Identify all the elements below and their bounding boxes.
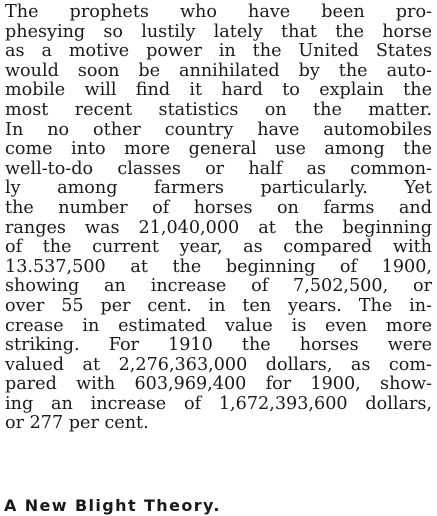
article-line: well-to-do classes or half as common- (5, 158, 432, 179)
article-line: over 55 per cent. in ten years. The in- (5, 295, 432, 316)
article-line: ing an increase of 1,672,393,600 dollars, (5, 393, 432, 414)
article-line: as a motive power in the United States (5, 41, 432, 62)
article-line: striking. For 1910 the horses were (5, 335, 432, 356)
article-line: come into more general use among the (5, 139, 432, 160)
article-line: or 277 per cent. (5, 413, 149, 434)
article-line: ly among farmers particularly. Yet (5, 178, 432, 199)
article-line: mobile will find it hard to explain the (5, 80, 432, 101)
article-line: crease in estimated value is even more (5, 315, 432, 336)
article-line: of the current year, as compared with (5, 237, 432, 258)
article-line: the number of horses on farms and (5, 197, 432, 218)
article-line: phesying so lustily lately that the horse (5, 21, 432, 42)
article-paragraph (5, 3, 432, 434)
article-line: showing an increase of 7,502,500, or (5, 276, 432, 297)
article-line: valued at 2,276,363,000 dollars, as com- (5, 354, 432, 375)
article-line: pared with 603,969,400 for 1900, show- (5, 374, 432, 395)
article-line: most recent statistics on the matter. (5, 99, 432, 120)
article-line: would soon be annihilated by the auto- (5, 60, 432, 81)
article-line: In no other country have automobiles (5, 119, 432, 140)
article-line: 13.537,500 at the beginning of 1900, (5, 256, 432, 277)
next-article-heading: A New Blight Theory. (4, 496, 221, 515)
article-line: The prophets who have been pro- (5, 2, 432, 22)
article-line: ranges was 21,040,000 at the beginning (5, 217, 432, 238)
